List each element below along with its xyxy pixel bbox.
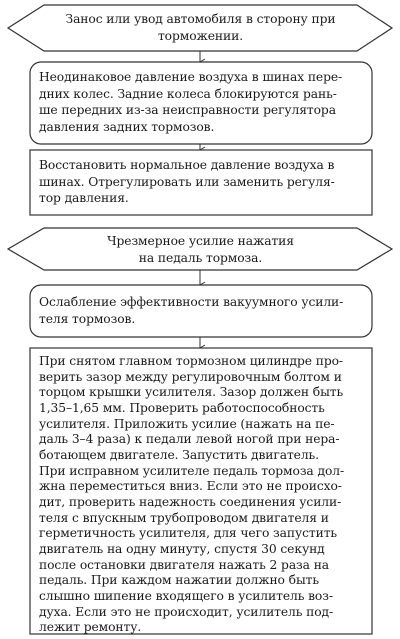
- cause-text-2: Ослабление эффективности вакуумного усили- теля тормозов.: [39, 295, 344, 326]
- symptom-text-1: Занос или увод автомобиля в сторону при торможении.: [65, 12, 336, 43]
- symptom-text-2: Чрезмерное усилие нажатия на педаль тормоза.: [107, 234, 294, 265]
- cause-text-1: Неодинаковое давление воздуха в шинах пере- дних колес. Задние колеса блокируются рань- ше передних из-за неисправности регулятора давления задних тормозов.: [39, 70, 343, 134]
- remedy-text-1: Восстановить нормальное давление воздуха в шинах. Отрегулировать или заменить регуля- тор давления.: [39, 158, 335, 206]
- remedy-text-2: При снятом главном тормозном цилиндре про- верить зазор между регулировочным болтом и торцом крышки усилителя. Зазор должен быть 1,35–1,65 мм. Проверить работоспособность усилителя. Приложить усилие (нажать на пе- даль 3–4 раза) к педали левой ногой при нера- ботающем двигателе. Запустить двигатель. При исправном усилителе педаль тормоза дол- жна переместиться вниз. Если это не происхо- дит, проверить надежность соединения усили- теля с впускным трубопроводом двигателя и герметичность усилителя, для чего запустить двигатель на одну минуту, спустя 30 секунд после остановки двигателя нажать 2 раза на педаль. При каждом нажатии должно быть слышно шипение входящего в усилитель воз- духа. Если это не происходит, усилитель под- лежит ремонту.: [39, 354, 345, 635]
